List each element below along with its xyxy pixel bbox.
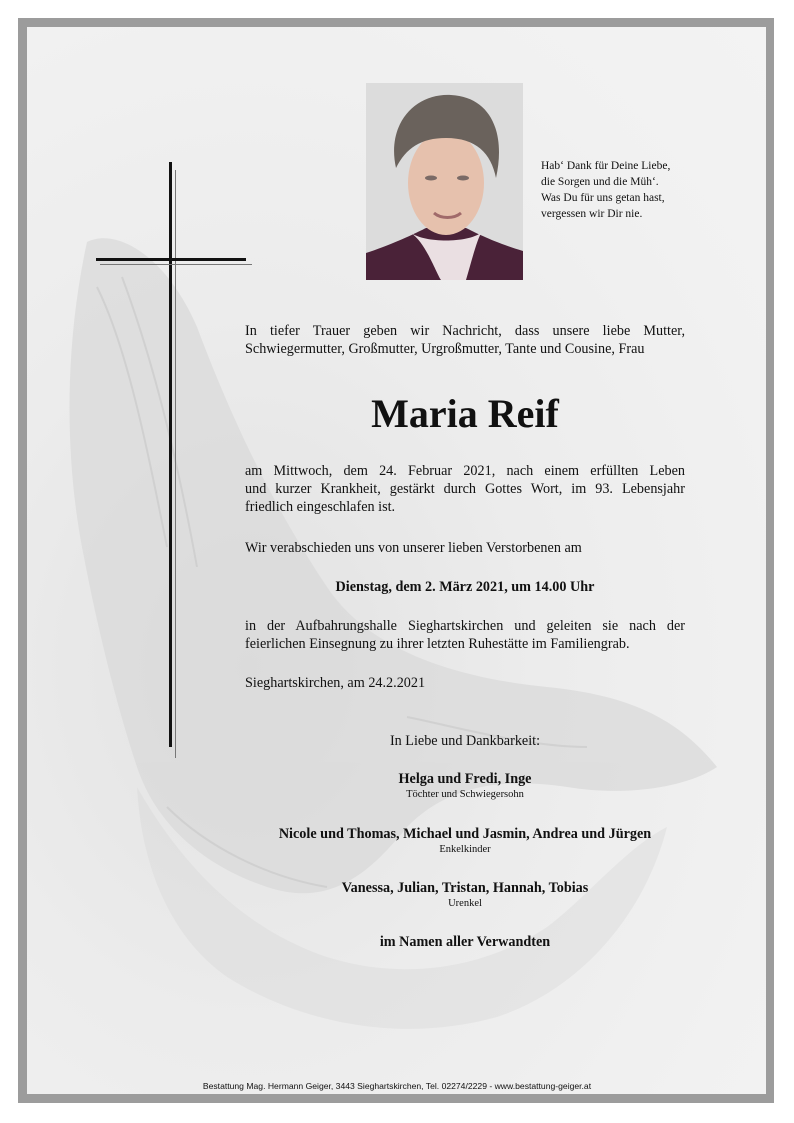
death-notice-line-2: und kurzer Krankheit, gestärkt durch Gottes Wort, im 93. Lebensjahr <box>245 481 685 497</box>
farewell-section <box>245 539 685 557</box>
mourners-heading: In Liebe und Dankbarkeit: <box>389 733 541 749</box>
farewell-intro: Wir verabschieden uns von unserer lieben Verstorbenen am <box>245 540 582 556</box>
mourner-names: Nicole und Thomas, Michael und Jasmin, Andrea und Jürgen <box>278 826 652 842</box>
mourner-names: Vanessa, Julian, Tristan, Hannah, Tobias <box>341 880 589 896</box>
mourner-relation: Urenkel <box>448 898 482 909</box>
mourner-group-3 <box>245 879 685 910</box>
mourners-heading-block <box>245 732 685 750</box>
funeral-datetime-block <box>245 578 685 596</box>
portrait-photo <box>366 83 523 280</box>
cross-horizontal-shadow <box>100 264 252 265</box>
death-notice-line-1: am Mittwoch, dem 24. Februar 2021, nach einem erfüllten Leben <box>245 463 685 479</box>
memorial-verse <box>541 158 670 222</box>
mourner-group-1 <box>245 770 685 801</box>
intro-line-1: In tiefer Trauer geben wir Nachricht, dass unsere liebe Mutter, <box>245 323 685 339</box>
portrait-illustration <box>366 83 523 280</box>
funeral-details-line-2: feierlichen Einsegnung zu ihrer letzten Ruhestätte im Familiengrab. <box>245 636 630 652</box>
mourner-relation: Töchter und Schwiegersohn <box>406 789 524 800</box>
funeral-datetime: Dienstag, dem 2. März 2021, um 14.00 Uhr <box>335 579 595 595</box>
mourners-closing-block <box>245 933 685 951</box>
place-date: Sieghartskirchen, am 24.2.2021 <box>245 675 426 691</box>
intro-line-2: Schwiegermutter, Großmutter, Urgroßmutter, Tante und Cousine, Frau <box>245 341 645 357</box>
funeral-home-footer: Bestattung Mag. Hermann Geiger, 3443 Sieghartskirchen, Tel. 02274/2229 - www.bestattung-geiger.at <box>202 1081 592 1091</box>
mourner-group-2 <box>225 825 705 856</box>
mourner-relation: Enkelkinder <box>439 844 491 855</box>
cross-vertical-bar <box>169 162 172 747</box>
place-date-block <box>245 674 685 692</box>
funeral-details <box>245 617 685 653</box>
verse-line: vergessen wir Dir nie. <box>541 208 643 220</box>
cross-horizontal-bar <box>96 258 246 261</box>
mourner-names: Helga und Fredi, Inge <box>398 771 532 787</box>
death-notice <box>245 462 685 516</box>
funeral-details-line-1: in der Aufbahrungshalle Sieghartskirchen und geleiten sie nach der <box>245 618 685 634</box>
mourners-closing: im Namen aller Verwandten <box>379 934 551 950</box>
deceased-name: Maria Reif <box>371 391 559 436</box>
obituary-body <box>245 322 685 358</box>
verse-line: Hab‘ Dank für Deine Liebe, <box>541 160 671 172</box>
death-notice-line-3: friedlich eingeschlafen ist. <box>245 499 396 515</box>
verse-line: Was Du für uns getan hast, <box>541 192 665 204</box>
verse-line: die Sorgen und die Müh‘. <box>541 176 659 188</box>
